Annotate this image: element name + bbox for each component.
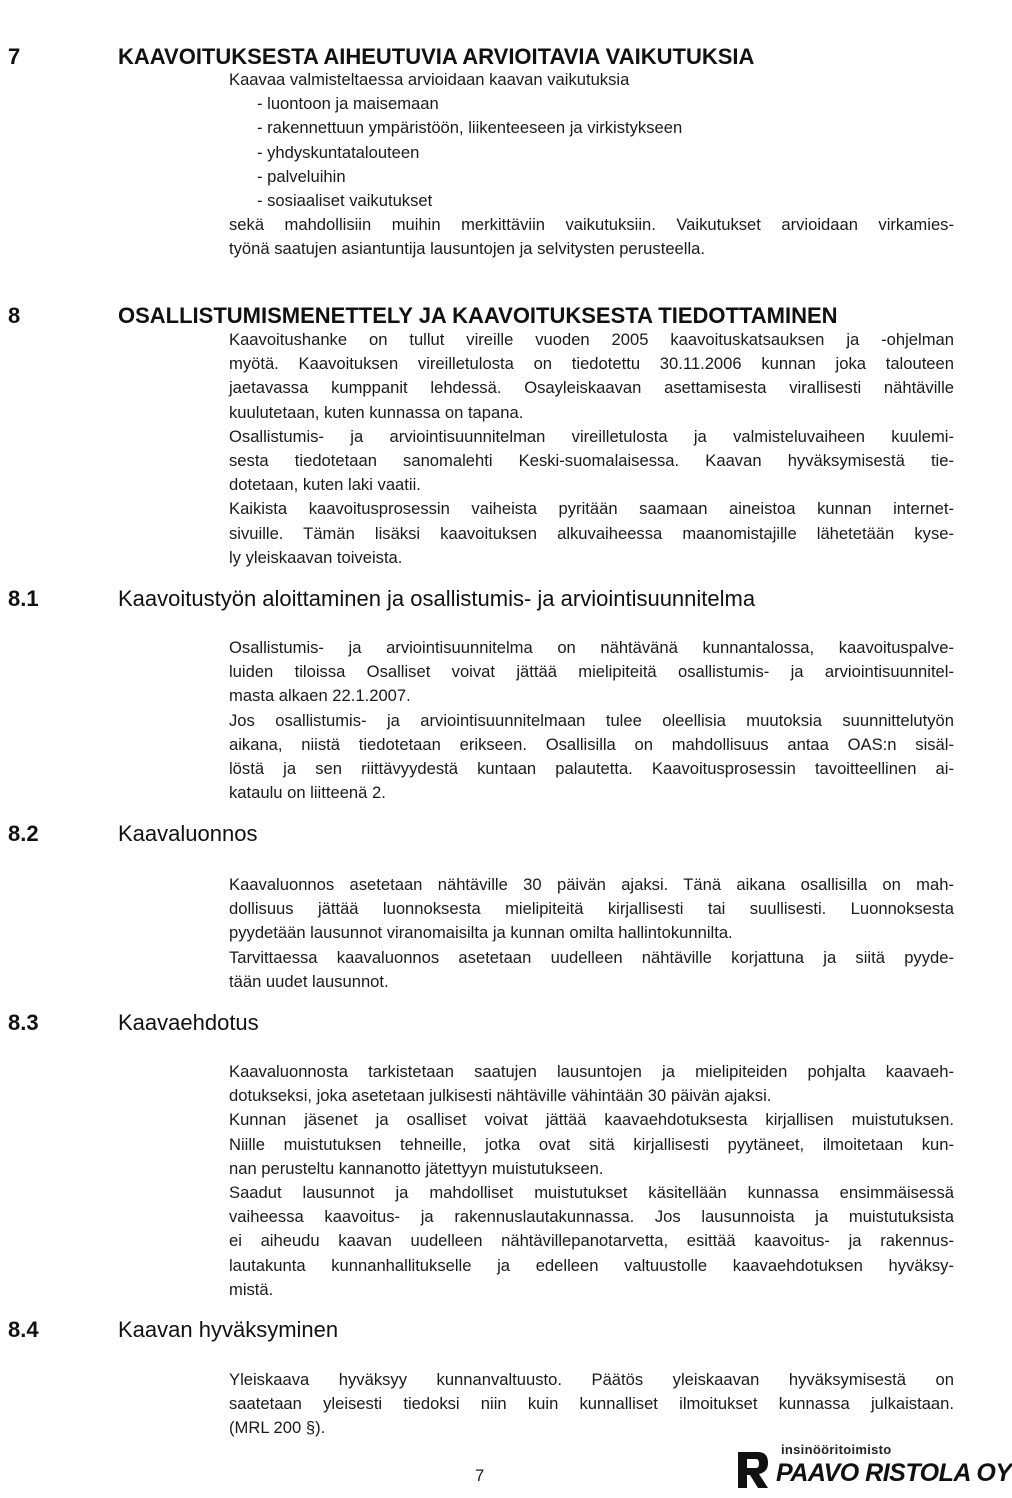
section-8-3-body <box>229 1060 954 1302</box>
section-7-body <box>229 68 954 262</box>
list-item: - palveluihin <box>257 166 346 186</box>
text-line: Tarvittaessa kaavaluonnos asetetaan uudelleen nähtäville korjattuna ja siitä pyyde- <box>229 947 954 967</box>
text-line: sesta tiedotetaan sanomalehti Keski-suomalaisessa. Kaavan hyväksymisestä tie- <box>229 451 954 471</box>
section-8-body <box>229 328 954 570</box>
list-item: - yhdyskuntatalouteen <box>257 142 420 162</box>
text-line: vaiheessa kaavoitus- ja rakennuslautakunnassa. Jos lausunnoista ja muistutuksista <box>229 1207 954 1227</box>
text-line: ly yleiskaavan toiveista. <box>229 547 403 567</box>
text-line: (MRL 200 §). <box>229 1418 326 1438</box>
text-line: Kaavoitushanke on tullut vireille vuoden 2005 kaavoituskatsauksen ja -ohjelman <box>229 330 954 349</box>
text-line: saatetaan yleisesti tiedoksi niin kuin kunnalliset ilmoitukset kunnassa julkaistaan. <box>229 1394 954 1414</box>
company-logo <box>736 1440 1012 1492</box>
text-line: luiden tiloissa Osalliset voivat jättää mielipiteitä osallistumis- ja arviointisuunnitel- <box>229 662 954 682</box>
text-line: masta alkaen 22.1.2007. <box>229 686 411 706</box>
section-7-number: 7 <box>8 44 21 69</box>
text-line: nan perusteltu kannanotto jätettyyn muistutukseen. <box>229 1158 604 1178</box>
section-8-number: 8 <box>8 303 21 328</box>
list-item: - sosiaaliset vaikutukset <box>257 191 433 211</box>
text-line: työnä saatujen asiantuntija lausuntojen ja selvitysten perusteella. <box>229 239 705 259</box>
text-line: pyydetään lausunnot viranomaisilta ja kunnan omilta hallintokunnilta. <box>229 923 733 943</box>
logo-r-icon <box>736 1450 770 1490</box>
text-line: dollisuus jättää luonnoksesta mielipiteitä kirjallisesti tai suullisesti. Luonnoksesta <box>229 899 954 919</box>
section-8-3-number: 8.3 <box>8 1010 39 1035</box>
section-8-1-title: Kaavoitustyön aloittaminen ja osallistumis- ja arviointisuunnitelma <box>118 586 756 611</box>
section-8-4-body <box>229 1368 954 1441</box>
section-8-1-body <box>229 636 954 805</box>
text-line: Yleiskaava hyväksyy kunnanvaltuusto. Päätös yleiskaavan hyväksymisestä on <box>229 1370 954 1389</box>
text-line: Kaavaluonnosta tarkistetaan saatujen lausuntojen ja mielipiteiden pohjalta kaavaeh- <box>229 1062 954 1081</box>
section-8-2-body <box>229 873 954 994</box>
text-line: Saadut lausunnot ja mahdolliset muistutukset käsitellään kunnassa ensimmäisessä <box>229 1183 954 1203</box>
text-line: sekä mahdollisiin muihin merkittäviin vaikutuksiin. Vaikutukset arvioidaan virkamies- <box>229 215 954 235</box>
text-line: Kaikista kaavoitusprosessin vaiheista pyritään saamaan aineistoa kunnan internet- <box>229 499 954 519</box>
text-line: Jos osallistumis- ja arviointisuunnitelmaan tulee oleellisia muutoksia suunnittelutyön <box>229 710 954 730</box>
text-line: Osallistumis- ja arviointisuunnitelman vireilletulosta ja valmisteluvaiheen kuulemi- <box>229 426 954 446</box>
section-7-title: KAAVOITUKSESTA AIHEUTUVIA ARVIOITAVIA VAIKUTUKSIA <box>118 44 755 69</box>
section-8-3-title: Kaavaehdotus <box>118 1010 259 1035</box>
section-8-2-number: 8.2 <box>8 821 39 846</box>
section-8-4-number: 8.4 <box>8 1317 39 1342</box>
text-line: dotukseksi, joka asetetaan julkisesti nähtäville vähintään 30 päivän ajaksi. <box>229 1086 772 1106</box>
list-item: - rakennettuun ympäristöön, liikenteeseen ja virkistykseen <box>257 118 683 138</box>
section-8-4-title: Kaavan hyväksyminen <box>118 1317 339 1342</box>
text-line: tään uudet lausunnot. <box>229 971 389 991</box>
logo-top-text: insinööritoimisto <box>781 1442 892 1457</box>
list-item: - luontoon ja maisemaan <box>257 94 439 114</box>
section-8-title: OSALLISTUMISMENETTELY JA KAAVOITUKSESTA TIEDOTTAMINEN <box>118 303 838 328</box>
text-line: jaetavassa kumppanit lehdessä. Osayleiskaavan asettamisesta virallisesti nähtäville <box>229 378 954 398</box>
section-8-1-number: 8.1 <box>8 586 39 611</box>
text-line: Kunnan jäsenet ja osalliset voivat jättää kaavaehdotuksesta kirjallisen muistutuksen. <box>229 1110 954 1130</box>
text-line: sivuille. Tämän lisäksi kaavoituksen alkuvaiheessa maanomistajille lähetetään kyse- <box>229 523 954 543</box>
page-number: 7 <box>475 1466 485 1485</box>
text-line: Niille muistutuksen tehneille, jotka ovat sitä kirjallisesti pyytäneet, ilmoitetaan kun- <box>229 1134 954 1154</box>
text-line: Kaavaluonnos asetetaan nähtäville 30 päivän ajaksi. Tänä aikana osallisilla on mah- <box>229 875 954 894</box>
text-line: Osallistumis- ja arviointisuunnitelma on nähtävänä kunnantalossa, kaavoituspalve- <box>229 638 954 657</box>
text-line: mistä. <box>229 1279 274 1299</box>
section-7-intro: Kaavaa valmisteltaessa arvioidaan kaavan vaikutuksia <box>229 70 630 89</box>
logo-bottom-text: PAAVO RISTOLA OY <box>776 1459 1012 1487</box>
text-line: lautakunta kunnanhallitukselle ja edelleen valtuustolle kaavaehdotuksen hyväksy- <box>229 1255 954 1275</box>
section-8-2-title: Kaavaluonnos <box>118 821 258 846</box>
text-line: dotetaan, kuten laki vaatii. <box>229 475 421 495</box>
text-line: ei aiheudu kaavan uudelleen nähtävillepanotarvetta, esittää kaavoitus- ja rakennus- <box>229 1231 954 1251</box>
text-line: löstä ja sen riittävyydestä kuntaan palautetta. Kaavoitusprosessin tavoitteellinen ai- <box>229 759 954 779</box>
text-line: aikana, niistä tiedotetaan erikseen. Osallisilla on mahdollisuus antaa OAS:n sisäl- <box>229 734 954 754</box>
text-line: myötä. Kaavoituksen vireilletulosta on tiedotettu 30.11.2006 kunnan joka talouteen <box>229 354 954 374</box>
text-line: kuulutetaan, kuten kunnassa on tapana. <box>229 402 524 422</box>
text-line: kataulu on liitteenä 2. <box>229 783 386 803</box>
